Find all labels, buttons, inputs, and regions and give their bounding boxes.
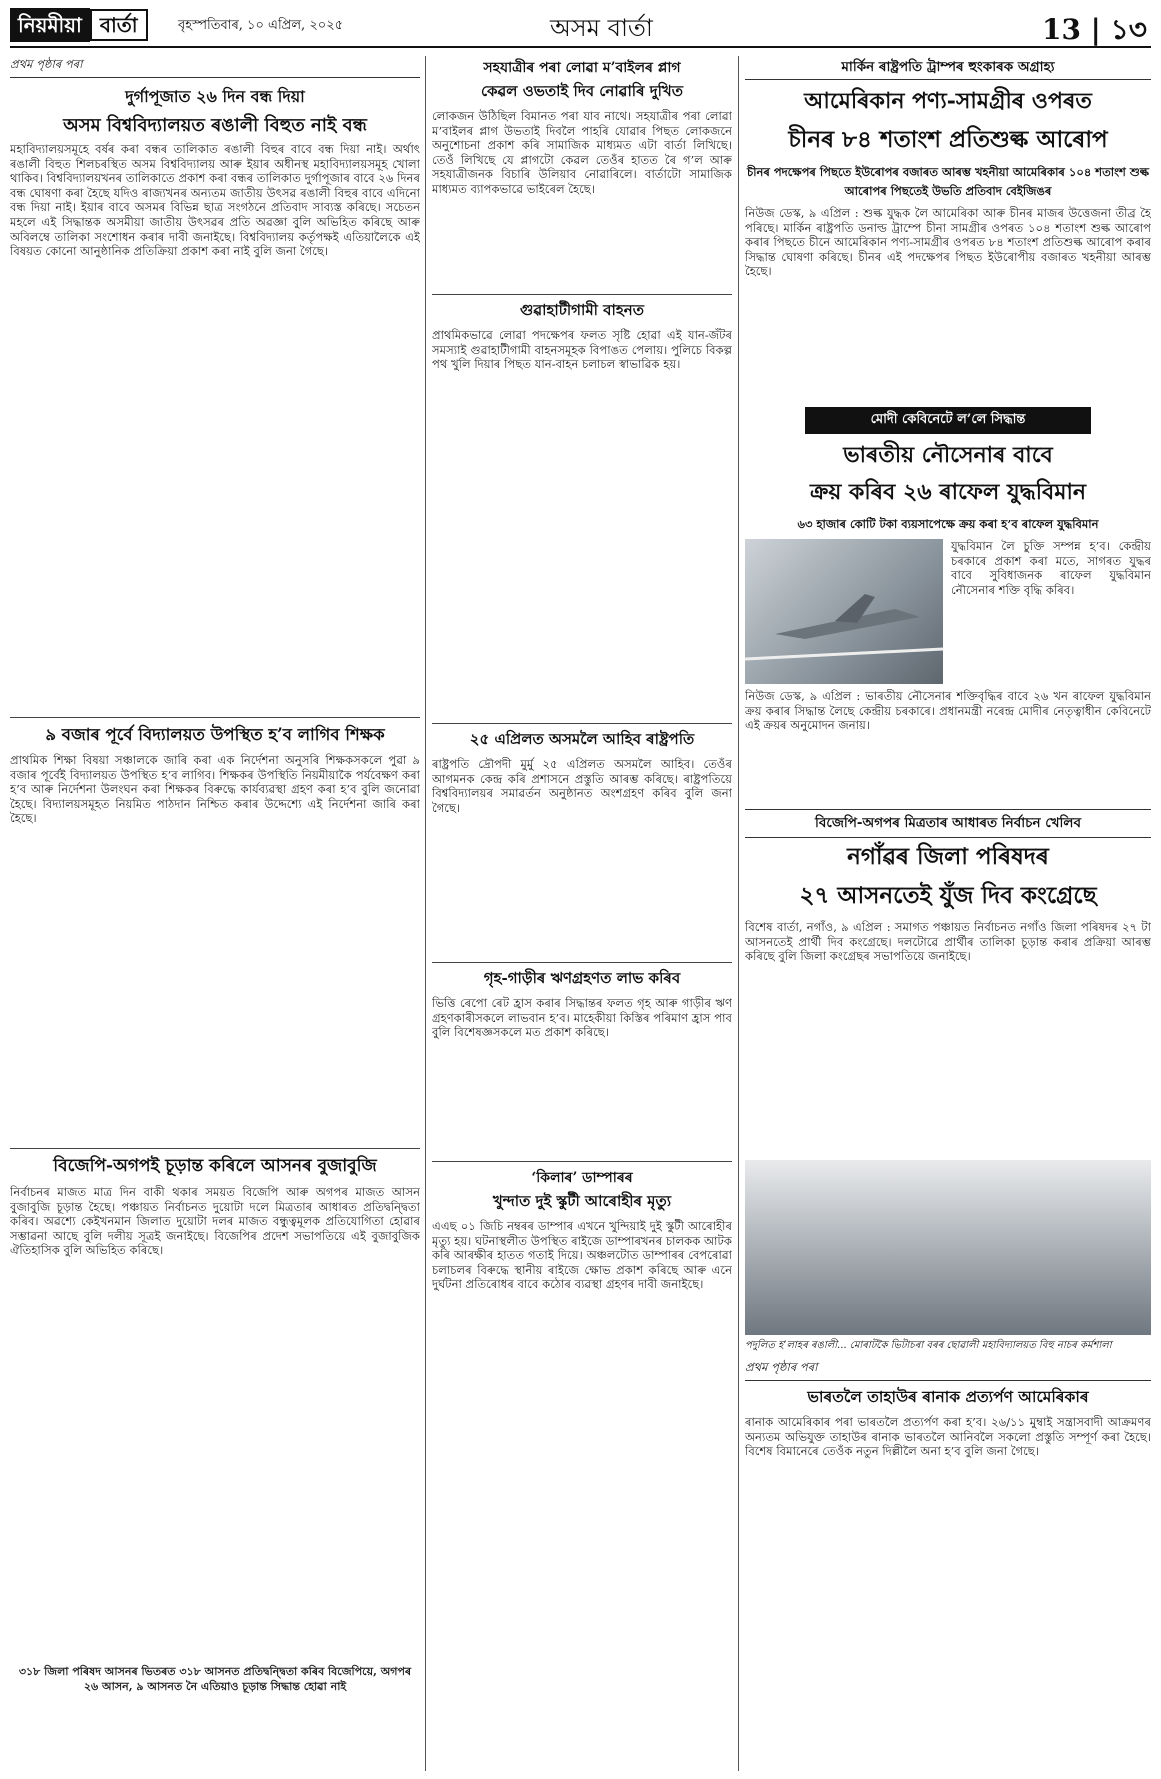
issue-date: বৃহস্পতিবাৰ, ১০ এপ্ৰিল, ২০২৫ — [178, 18, 344, 33]
rafale-jet-photo — [745, 539, 943, 684]
divider — [432, 962, 732, 963]
seat-note: ৩১৮ জিলা পৰিষদ আসনৰ ভিতৰত ৩১৮ আসনত প্ৰতিদ্বন্দ্বিতা কৰিব বিজেপিয়ে, অগপৰ ২৬ আসন, ৯ আসনত নৈ এতিয়াও চূড়ান্ত সিদ্ধান্ত হোৱা নাই — [18, 1665, 412, 1693]
headline-dumper: খুন্দাত দুই স্কুটী আৰোহীৰ মৃত্যু — [492, 1192, 672, 1210]
article-body: নিউজ ডেস্ক, ৯ এপ্ৰিল : শুল্ক যুদ্ধক লৈ আমেৰিকা আৰু চীনৰ মাজৰ উত্তেজনা তীব্ৰ হৈ পৰিছে। মাৰ্কিন ৰাষ্ট্ৰপতি ডনাল্ড ট্ৰাম্পে চীনা সামগ্ৰীৰ ওপৰত ১০৪ শতাংশ শুল্ক আৰোপ কৰাৰ পিছতে চীনে আমেৰিকান পণ্য-সামগ্ৰীৰ ওপৰত ৮৪ শতাংশ প্ৰতিশুল্ক আৰোপ কৰাৰ সিদ্ধান্ত ঘোষণা কৰিছে। চীনৰ এই পদক্ষেপৰ পিছত ইউৰোপীয় বজাৰত খহনীয়া আৰম্ভ হৈছে। — [745, 206, 1151, 279]
headline-mobile-plug-b: কেৱল ওভতাই দিব নোৱাৰি দুখিত — [480, 82, 684, 100]
section-name: অসম বাৰ্তা — [550, 14, 653, 42]
bihu-photo-block — [745, 1160, 1151, 1335]
headline-small: দুৰ্গাপূজাত ২৬ দিন বন্ধ দিয়া — [125, 87, 305, 106]
logo-left: নিয়মীয়া — [10, 8, 90, 42]
headline-president: ২৫ এপ্ৰিলত অসমলৈ আহিব ৰাষ্ট্ৰপতি — [469, 730, 695, 748]
left-column — [10, 56, 420, 1771]
article-body: ভিত্তি ৰেপো ৰেট হ্ৰাস কৰাৰ সিদ্ধান্তৰ ফলত গৃহ আৰু গাড়ীৰ ঋণ গ্ৰহণকাৰীসকলে লাভবান হ’ব। মাহেকীয়া কিস্তিৰ পৰিমাণ হ্ৰাস পাব বুলি বিশেষজ্ঞসকলে মত প্ৰকাশ কৰিছে। — [432, 996, 732, 1040]
article-body: বিশেষ বাৰ্তা, নগাঁও, ৯ এপ্ৰিল : সমাগত পঞ্চায়ত নিৰ্বাচনত নগাঁও জিলা পৰিষদৰ ২৭ টা আসনতেই প্ৰাৰ্থী দিব কংগ্ৰেছে। দলটোৱে প্ৰাৰ্থীৰ তালিকা চূড়ান্ত কৰাৰ প্ৰক্ৰিয়া আৰম্ভ কৰিছে বুলি জিলা কংগ্ৰেছৰ সভাপতিয়ে জনাইছে। — [745, 920, 1151, 964]
column-divider — [738, 56, 739, 1771]
middle-column — [432, 56, 732, 1771]
article-body: ৰাষ্ট্ৰপতি দ্ৰৌপদী মুৰ্মু ২৫ এপ্ৰিলত অসমলৈ আহিব। তেওঁৰ আগমনক কেন্দ্ৰ কৰি প্ৰশাসনে প্ৰস্তুতি আৰম্ভ কৰিছে। ৰাষ্ট্ৰপতিয়ে বিশ্ববিদ্যালয়ৰ সমাৱৰ্তন অনুষ্ঠানত অংশগ্ৰহণ কৰিব বুলি জনা গৈছে। — [432, 757, 732, 815]
continued-kicker: প্ৰথম পৃষ্ঠাৰ পৰা — [745, 1359, 1151, 1381]
divider — [10, 1148, 420, 1149]
article-body: প্ৰাথমিকভাৱে লোৱা পদক্ষেপৰ ফলত সৃষ্টি হোৱা এই যান-জঁটৰ সমস্যাই গুৱাহাটীগামী বাহনসমূহক বিপাঙত পেলায়। পুলিচে বিকল্প পথ খুলি দিয়াৰ পিছত যান-বাহন চলাচল স্বাভাৱিক হয়। — [432, 328, 732, 372]
divider — [432, 723, 732, 724]
divider — [432, 294, 732, 295]
headline-dumper-small: ‘কিলাৰ’ ডাম্পাৰৰ — [531, 1170, 633, 1186]
headline-guwahati: গুৱাহাটীগামী বাহনত — [520, 301, 644, 319]
deck-china: চীনৰ পদক্ষেপৰ পিছতে ইউৰোপৰ বজাৰত আৰম্ভ খহনীয়া আমেৰিকাৰ ১০৪ শতাংশ শুল্ক আৰোপৰ পিছতেই উভতি প্ৰতিবাদ বেইজিঙৰ — [746, 165, 1149, 198]
divider — [432, 1161, 732, 1162]
headline-china-a: আমেৰিকান পণ্য-সামগ্ৰীৰ ওপৰত — [804, 88, 1092, 114]
headline-rafale-b: ক্ৰয় কৰিব ২৬ ৰাফেল যুদ্ধবিমান — [809, 479, 1087, 505]
continued-kicker: প্ৰথম পৃষ্ঠাৰ পৰা — [10, 56, 420, 78]
article-body: ৰানাক আমেৰিকাৰ পৰা ভাৰতলৈ প্ৰত্যৰ্পণ কৰা হ’ব। ২৬/১১ মুম্বাই সন্ত্ৰাসবাদী আক্ৰমণৰ অন্যতম অভিযুক্ত তাহাউৰ ৰানাক ভাৰতলৈ আনিবলৈ সকলো প্ৰস্তুতি সম্পূৰ্ণ কৰা হৈছে। বিশেষ বিমানেৰে তেওঁক নতুন দিল্লীলৈ অনা হ’ব বুলি জনা গৈছে। — [745, 1415, 1151, 1459]
newspaper-logo — [10, 8, 148, 42]
article-body: লোকজন উঠিছিল বিমানত পৰা যাব নাথে। সহযাত্ৰীৰ পৰা লোৱা ম’বাইলৰ প্লাগ উভতাই দিবলৈ পাহৰি যোৱাৰ পিছত লোকজনে অনুশোচনা প্ৰকাশ কৰি সামাজিক মাধ্যমত এটা বাৰ্তা লিখিছে। তেওঁ লিখিছে যে প্লাগটো কেৱল তেওঁৰ হাতত ৰৈ গ’ল আৰু সহযাত্ৰীজনক বিচাৰি উলিয়াব নোৱাৰিলে। বাৰ্তাটো সামাজিক মাধ্যমত ব্যাপকভাৱে ভাইৰেল হৈছে। — [432, 109, 732, 196]
kicker-nagaon: বিজেপি-অগপৰ মিত্ৰতাৰ আধাৰত নিৰ্বাচন খেলিব — [745, 809, 1151, 838]
headline-rafale-a: ভাৰতীয় নৌসেনাৰ বাবে — [843, 442, 1053, 468]
bihu-dance-photo — [745, 1160, 1151, 1335]
article-body: নিৰ্বাচনৰ মাজত মাত্ৰ দিন বাকী থকাৰ সময়ত বিজেপি আৰু অগপৰ মাজত আসন বুজাবুজি চূড়ান্ত হৈছে। পঞ্চায়ত নিৰ্বাচনত দুয়োটা দলে মিত্ৰতাৰ আধাৰত প্ৰতিদ্বন্দ্বিতা কৰিব। অৱশ্যে কেইখনমান জিলাত দুয়োটা দলৰ মাজত বন্ধুত্বমূলক প্ৰতিযোগিতা হোৱাৰ সম্ভাৱনা আছে বুলি দলীয় সূত্ৰই জনাইছে। বিজেপিৰ প্ৰদেশ সভাপতিয়ে এই বুজাবুজিক ঐতিহাসিক বুলি অভিহিত কৰিছে। — [10, 1185, 420, 1258]
kicker-trump: মাৰ্কিন ৰাষ্ট্ৰপতি ট্ৰাম্পৰ হুংকাৰক অগ্ৰাহ্য — [745, 56, 1151, 80]
logo-right: বাৰ্তা — [90, 9, 148, 41]
article-body: নিউজ ডেস্ক, ৯ এপ্ৰিল : ভাৰতীয় নৌসেনাৰ শক্তিবৃদ্ধিৰ বাবে ২৬ খন ৰাফেল যুদ্ধবিমান ক্ৰয় কৰাৰ সিদ্ধান্ত লৈছে কেন্দ্ৰীয় চৰকাৰে। প্ৰধানমন্ত্ৰী নৰেন্দ্ৰ মোদীৰ নেতৃত্বাধীন কেবিনেটে এই ক্ৰয়ৰ অনুমোদন জনায়। — [745, 689, 1151, 733]
divider — [10, 717, 420, 718]
article-body: মহাবিদ্যালয়সমূহে বৰ্ষৰ কৰা বন্ধৰ তালিকাত ৰঙালী বিহুৰ বাবে বন্ধ দিয়া নাই। অৰ্থাৎ ৰঙালী বিহুত শিলচৰস্থিত অসম বিশ্ববিদ্যালয় আৰু ইয়াৰ অধীনস্থ মহাবিদ্যালয়সমূহ খোলা থাকিব। বিশ্ববিদ্যালয়খনৰ তালিকাতে প্ৰকাশ কৰা বন্ধৰ তালিকাত দুৰ্গাপূজাৰ বাবে ২৬ দিনৰ বন্ধ ঘোষণা কৰা হৈছে যদিও ৰাজ্যখনৰ অন্যতম জাতীয় উৎসৱ ৰঙালী বিহুৰ বাবে এদিনো বন্ধ দিয়া নাই। ইয়াৰ বাবে অসমৰ বিভিন্ন ছাত্ৰ সংগঠনে প্ৰতিবাদ সাব্যস্ত কৰিছে। সচেতন মহলে এই সিদ্ধান্তক অসমীয়া জাতীয় উৎসৱৰ প্ৰতি অৱজ্ঞা বুলি অভিহিত কৰিছে আৰু অবিলম্বে তালিকা সংশোধন কৰাৰ দাবী জনাইছে। বিশ্ববিদ্যালয় কৰ্তৃপক্ষই এতিয়ালৈকে এই বিষয়ত কোনো আনুষ্ঠানিক প্ৰতিক্ৰিয়া প্ৰকাশ কৰা নাই বুলি জনা গৈছে। — [10, 142, 420, 259]
article-body: এএছ ০১ জিচি নম্বৰৰ ডাম্পাৰ এখনে খুন্দিয়াই দুই স্কুটী আৰোহীৰ মৃত্যু হয়। ঘটনাস্থলীত উপস্থিত ৰাইজে ডাম্পাৰখনৰ চালকক আটক কৰি আৰক্ষীৰ হাতত গতাই দিয়ে। অঞ্চলটোত ডাম্পাৰৰ বেপৰোৱা চলাচলৰ বিৰুদ্ধে স্থানীয় ৰাইজে ক্ষোভ প্ৰকাশ কৰিছে আৰু এনে দুৰ্ঘটনা প্ৰতিৰোধৰ বাবে কঠোৰ ব্যৱস্থা গ্ৰহণৰ দাবী জনাইছে। — [432, 1219, 732, 1292]
masthead — [10, 8, 1151, 48]
headline-rana: ভাৰতলৈ তাহাউৰ ৰানাক প্ৰত্যৰ্পণ আমেৰিকাৰ — [807, 1387, 1089, 1406]
right-column — [745, 56, 1151, 1771]
page-number: 13 | ১৩ — [1041, 13, 1147, 46]
headline-bjp-agp: বিজেপি-অগপই চূড়ান্ত কৰিলে আসনৰ বুজাবুজি — [53, 1156, 377, 1176]
headline-loans: গৃহ-গাড়ীৰ ঋণগ্ৰহণত লাভ কৰিব — [483, 969, 681, 987]
photo-caption: পদুলিত হ’লাহৰ ৰঙালী... মোৰাটকৈ ভিটাচৰা বৰৰ ছোৱালী মহাবিদ্যালয়ত বিহু নাচৰ কৰ্মশালা — [745, 1340, 1112, 1351]
rafale-section — [745, 539, 1151, 809]
masthead-rule — [10, 46, 1151, 48]
fighter-jet-illustration — [745, 539, 943, 684]
column-divider — [425, 56, 426, 1771]
headline-assam-university: অসম বিশ্ববিদ্যালয়ত ৰঙালী বিহুত নাই বন্ধ — [63, 115, 367, 136]
deck-rafale: ৬৩ হাজাৰ কোটি টকা ব্যয়সাপেক্ষে ক্ৰয় কৰা হ’ব ৰাফেল যুদ্ধবিমান — [797, 517, 1099, 531]
article-body: প্ৰাথমিক শিক্ষা বিষয়া সঞ্চালকে জাৰি কৰা এক নিৰ্দেশনা অনুসৰি শিক্ষকসকলে পুৱা ৯ বজাৰ পূৰ্বেই বিদ্যালয়ত উপস্থিত হ’ব লাগিব। শিক্ষকৰ উপস্থিতি নিয়মীয়াকৈ পৰ্যবেক্ষণ কৰা হ’ব আৰু নিৰ্দেশনা উলংঘন কৰা শিক্ষকৰ বিৰুদ্ধে কাৰ্যব্যৱস্থা গ্ৰহণ কৰা হ’ব বুলি জনোৱা হৈছে। বিদ্যালয়সমূহত নিয়মিত পাঠদান নিশ্চিত কৰাৰ উদ্দেশ্যে এই নিৰ্দেশনা জাৰি কৰা হৈছে। — [10, 753, 420, 826]
cabinet-box: মোদী কেবিনেটে ল’লে সিদ্ধান্ত — [805, 407, 1091, 434]
headline-china-b: চীনৰ ৮৪ শতাংশ প্ৰতিশুল্ক আৰোপ — [788, 126, 1108, 153]
headline-nagaon-b: ২৭ আসনতেই যুঁজ দিব কংগ্ৰেছে — [799, 882, 1097, 909]
headline-nagaon-a: নগাঁৱৰ জিলা পৰিষদৰ — [847, 843, 1049, 870]
headline-teachers: ৯ বজাৰ পূৰ্বে বিদ্যালয়ত উপস্থিত হ’ব লাগিব শিক্ষক — [45, 725, 385, 744]
article-body: যুদ্ধবিমান লৈ চুক্তি সম্পন্ন হ’ব। কেন্দ্ৰীয় চৰকাৰে প্ৰকাশ কৰা মতে, সাগৰত যুদ্ধৰ বাবে সুবিধাজনক ৰাফেল যুদ্ধবিমান নৌসেনাৰ শক্তি বৃদ্ধি কৰিব। — [951, 539, 1151, 597]
headline-mobile-plug-a: সহযাত্ৰীৰ পৰা লোৱা ম’বাইলৰ প্লাগ — [483, 60, 681, 76]
